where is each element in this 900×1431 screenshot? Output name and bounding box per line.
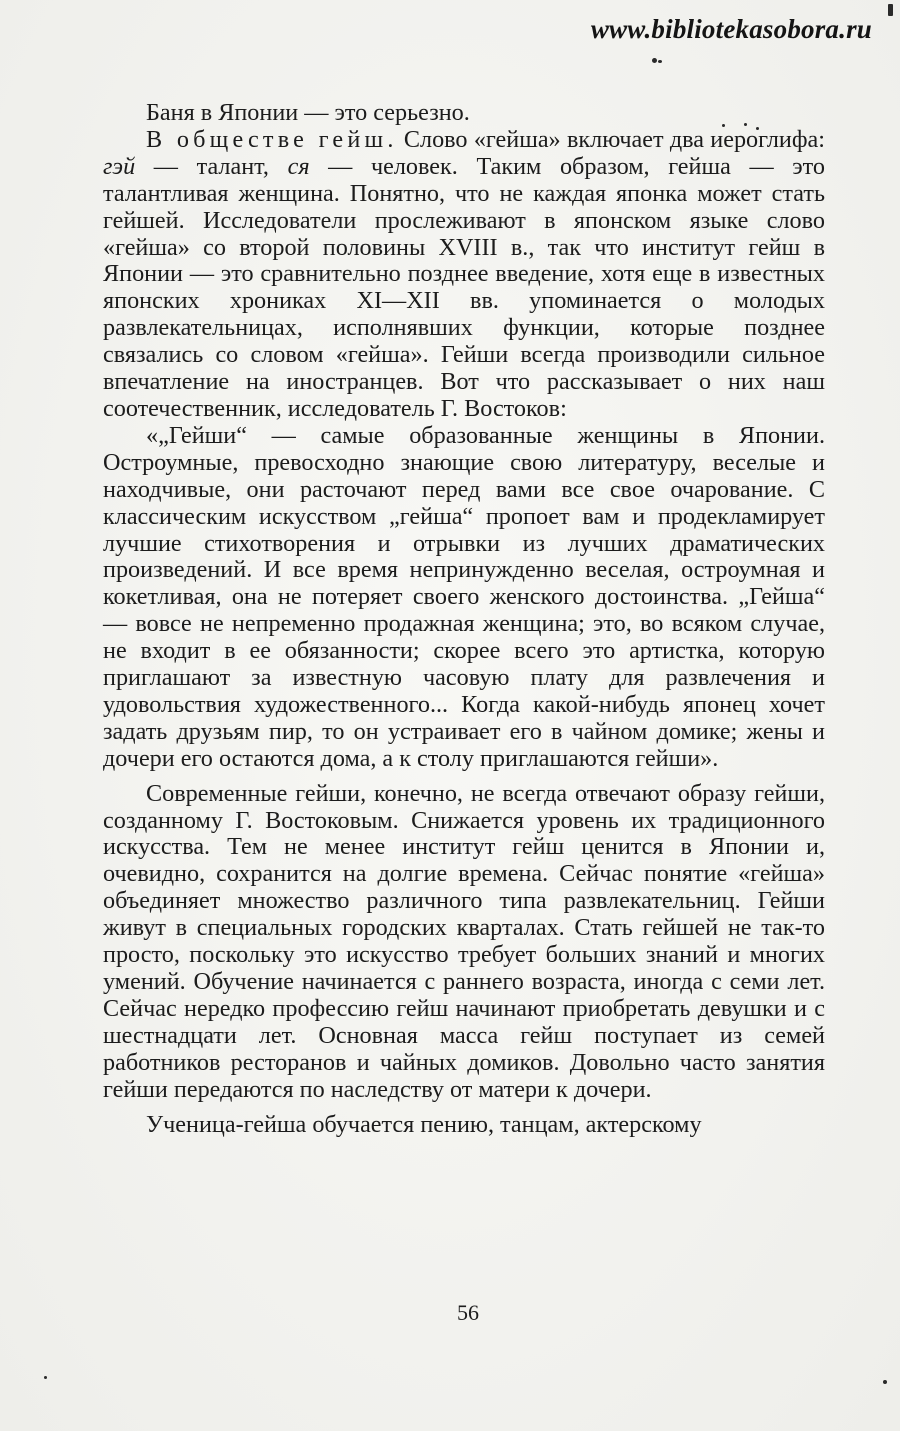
paragraph-text: — талант, (135, 152, 288, 180)
print-speck (883, 1380, 887, 1384)
term-gei: гэй (103, 152, 136, 180)
paragraph-quote (103, 423, 825, 773)
paragraph-text: Слово «гейша» включает два иероглифа: (397, 125, 825, 153)
paragraph-bath (103, 100, 825, 127)
print-speck (652, 58, 657, 63)
page-number: 56 (457, 1300, 479, 1325)
website-watermark: www.bibliotekasobora.ru (590, 14, 872, 44)
paragraph-geisha-intro (103, 127, 825, 423)
print-speck (888, 4, 893, 16)
paragraph-text: «„Гейши“ — самые образованные женщины в Японии. Остроумные, превосходно знающие свою литературу, веселые и находчивые, они расточают перед вами все свое очарование. С классическим искусством „гейша“ пропоет вам и продекламирует лучшие стихотворения и отрывки из лучших драматических произведений. И все время непринужденно веселая, остроумная и кокетливая, она не потеряет своего женского достоинства. „Гейша“ — вовсе не непременно продажная женщина; это, во всяком случае, не входит в ее обязанности; скорее всего это артистка, которую приглашают за известную часовую плату для развлечения и удовольствия художественного... Когда какой-нибудь японец хочет задать друзьям пир, то он устраивает его в чайном домике; жены и дочери его остаются дома, а к столу приглашаются гейши». (103, 421, 825, 772)
term-sya: ся (287, 152, 310, 180)
paragraph-text: Современные гейши, конечно, не всегда отвечают образу гейши, созданному Г. Востоковым. Снижается уровень их традиционного искусства. Тем не менее институт гейш ценится в Японии и, очевидно, сохранится на долгие времена. Сейчас понятие «гейша» объединяет множество различного типа развлекательниц. Гейши живут в специальных городских кварталах. Стать гейшей не так-то просто, поскольку это искусство требует больших знаний и многих умений. Обучение начинается с раннего возраста, иногда с семи лет. Сейчас нередко профессию гейш начинают приобретать девушки и с шестнадцати лет. Основная масса гейш поступает из семей работников ресторанов и чайных домиков. Довольно часто занятия гейши передаются по наследству от матери к дочери. (103, 779, 825, 1103)
paragraph-text: Баня в Японии — это серьезно. (146, 99, 470, 126)
paragraph-student (103, 1112, 825, 1139)
paragraph-text: Ученица-гейша обучается пению, танцам, актерскому (146, 1110, 702, 1138)
print-speck (44, 1376, 47, 1379)
paragraph-modern-geisha (103, 781, 825, 1104)
main-text (103, 100, 825, 1138)
paragraph-text: — человек. Таким образом, гейша — это талантливая женщина. Понятно, что не каждая японка может стать гейшей. Исследователи прослеживают в японском языке слово «гейша» со второй половины XVIII в., так что институт гейш в Японии — это сравнительно позднее введение, хотя еще в известных японских хрониках XI—XII вв. упоминается о молодых развлекательницах, исполнявших функции, которые позднее связались со словом «гейша». Гейши всегда производили сильное впечатление на иностранцев. Вот что рассказывает о них наш соотечественник, исследователь Г. Востоков: (103, 152, 825, 422)
print-speck (658, 60, 662, 63)
section-heading: В обществе гейш. (146, 125, 398, 153)
